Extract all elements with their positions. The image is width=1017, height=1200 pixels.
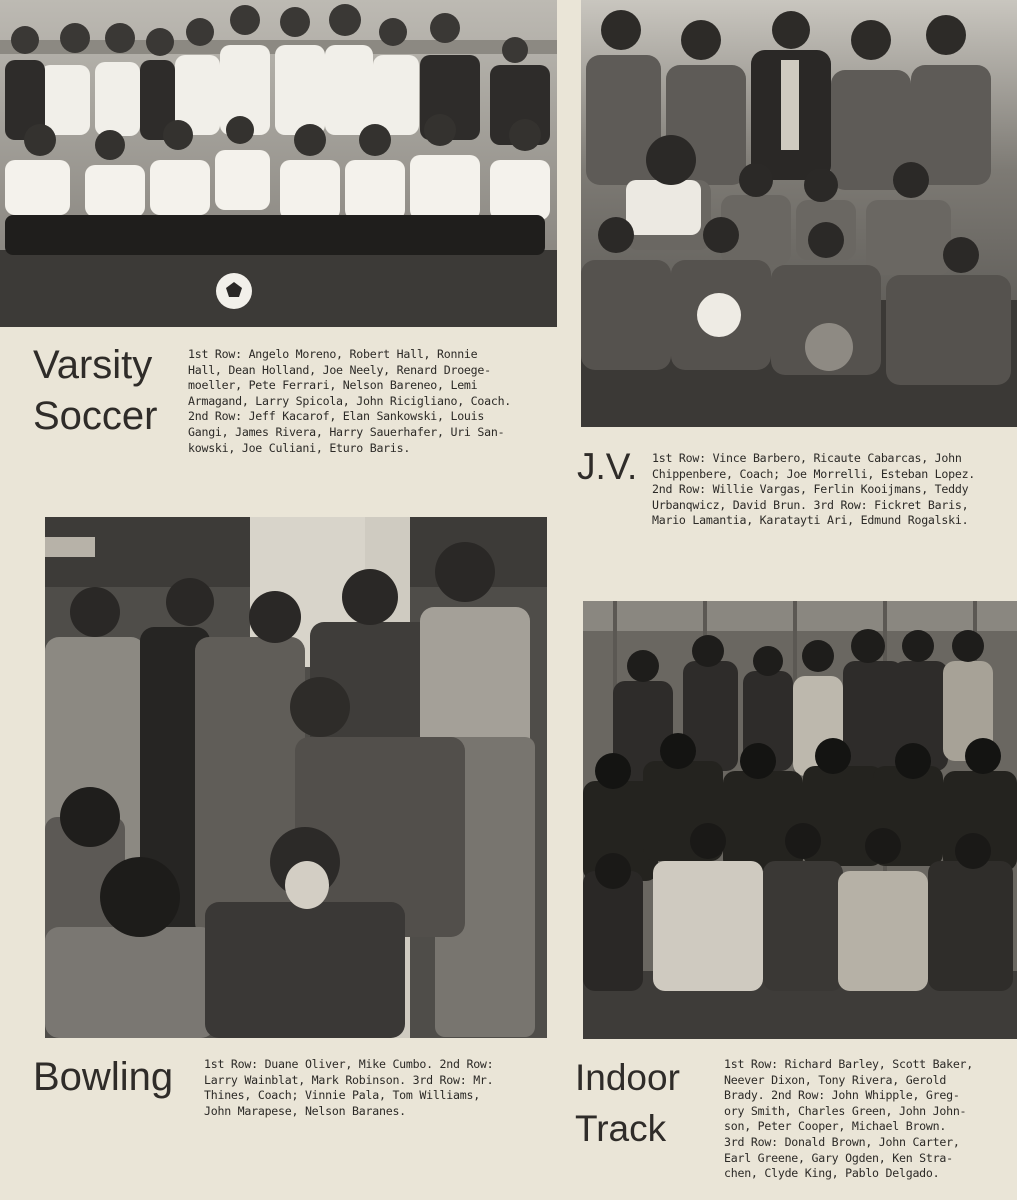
- varsity-soccer-photo-art: [0, 0, 557, 327]
- varsity-soccer-title-line1: Varsity: [33, 343, 153, 387]
- jv-roster: 1st Row: Vince Barbero, Ricaute Cabarcas, John Chippenbere, Coach; Joe Morrelli, Esteban Lopez. 2nd Row: Willie Vargas, Ferlin Kooijmans, Teddy Urbanqwicz, David Brun. 3rd Row: Fickret Baris, Mario Lamantia, Karatayti Ari, Edmund Rogalski.: [652, 451, 976, 528]
- varsity-soccer-title-line2: Soccer: [33, 394, 158, 438]
- indoor-track-photo-art: [583, 601, 1017, 1039]
- indoor-track-photo: [583, 601, 1017, 1039]
- indoor-track-title-line1: Indoor: [575, 1057, 680, 1098]
- varsity-soccer-photo: [0, 0, 557, 327]
- varsity-soccer-roster: 1st Row: Angelo Moreno, Robert Hall, Ronnie Hall, Dean Holland, Joe Neely, Renard Droege- moeller, Pete Ferrari, Nelson Bareneo, Lemi Armagand, Larry Spicola, John Ricigliano, Coach. 2nd Row: Jeff Kacarof, Elan Sankowski, Louis Gangi, James Rivera, Harry Sauerhafer, Uri San- kowski, Joe Culiani, Eturo Baris.: [188, 347, 512, 455]
- jv-photo: [581, 0, 1017, 427]
- indoor-track-title-line2: Track: [575, 1108, 667, 1149]
- jv-photo-art: [581, 0, 1017, 427]
- jv-title: J.V.: [577, 446, 638, 487]
- bowling-roster: 1st Row: Duane Oliver, Mike Cumbo. 2nd Row: Larry Wainblat, Mark Robinson. 3rd Row: Mr. Thines, Coach; Vinnie Pala, Tom Williams, John Marapese, Nelson Baranes.: [204, 1057, 494, 1118]
- bowling-title: Bowling: [33, 1055, 174, 1099]
- bowling-photo-art: [45, 517, 547, 1038]
- indoor-track-roster: 1st Row: Richard Barley, Scott Baker, Neever Dixon, Tony Rivera, Gerold Brady. 2nd Row: John Whipple, Greg- ory Smith, Charles Green, John John- son, Peter Cooper, Michael Brown. 3rd Row: Donald Brown, John Carter, Earl Greene, Gary Ogden, Ken Stra- chen, Clyde King, Pablo Delgado.: [724, 1057, 974, 1181]
- bowling-photo: [45, 517, 547, 1038]
